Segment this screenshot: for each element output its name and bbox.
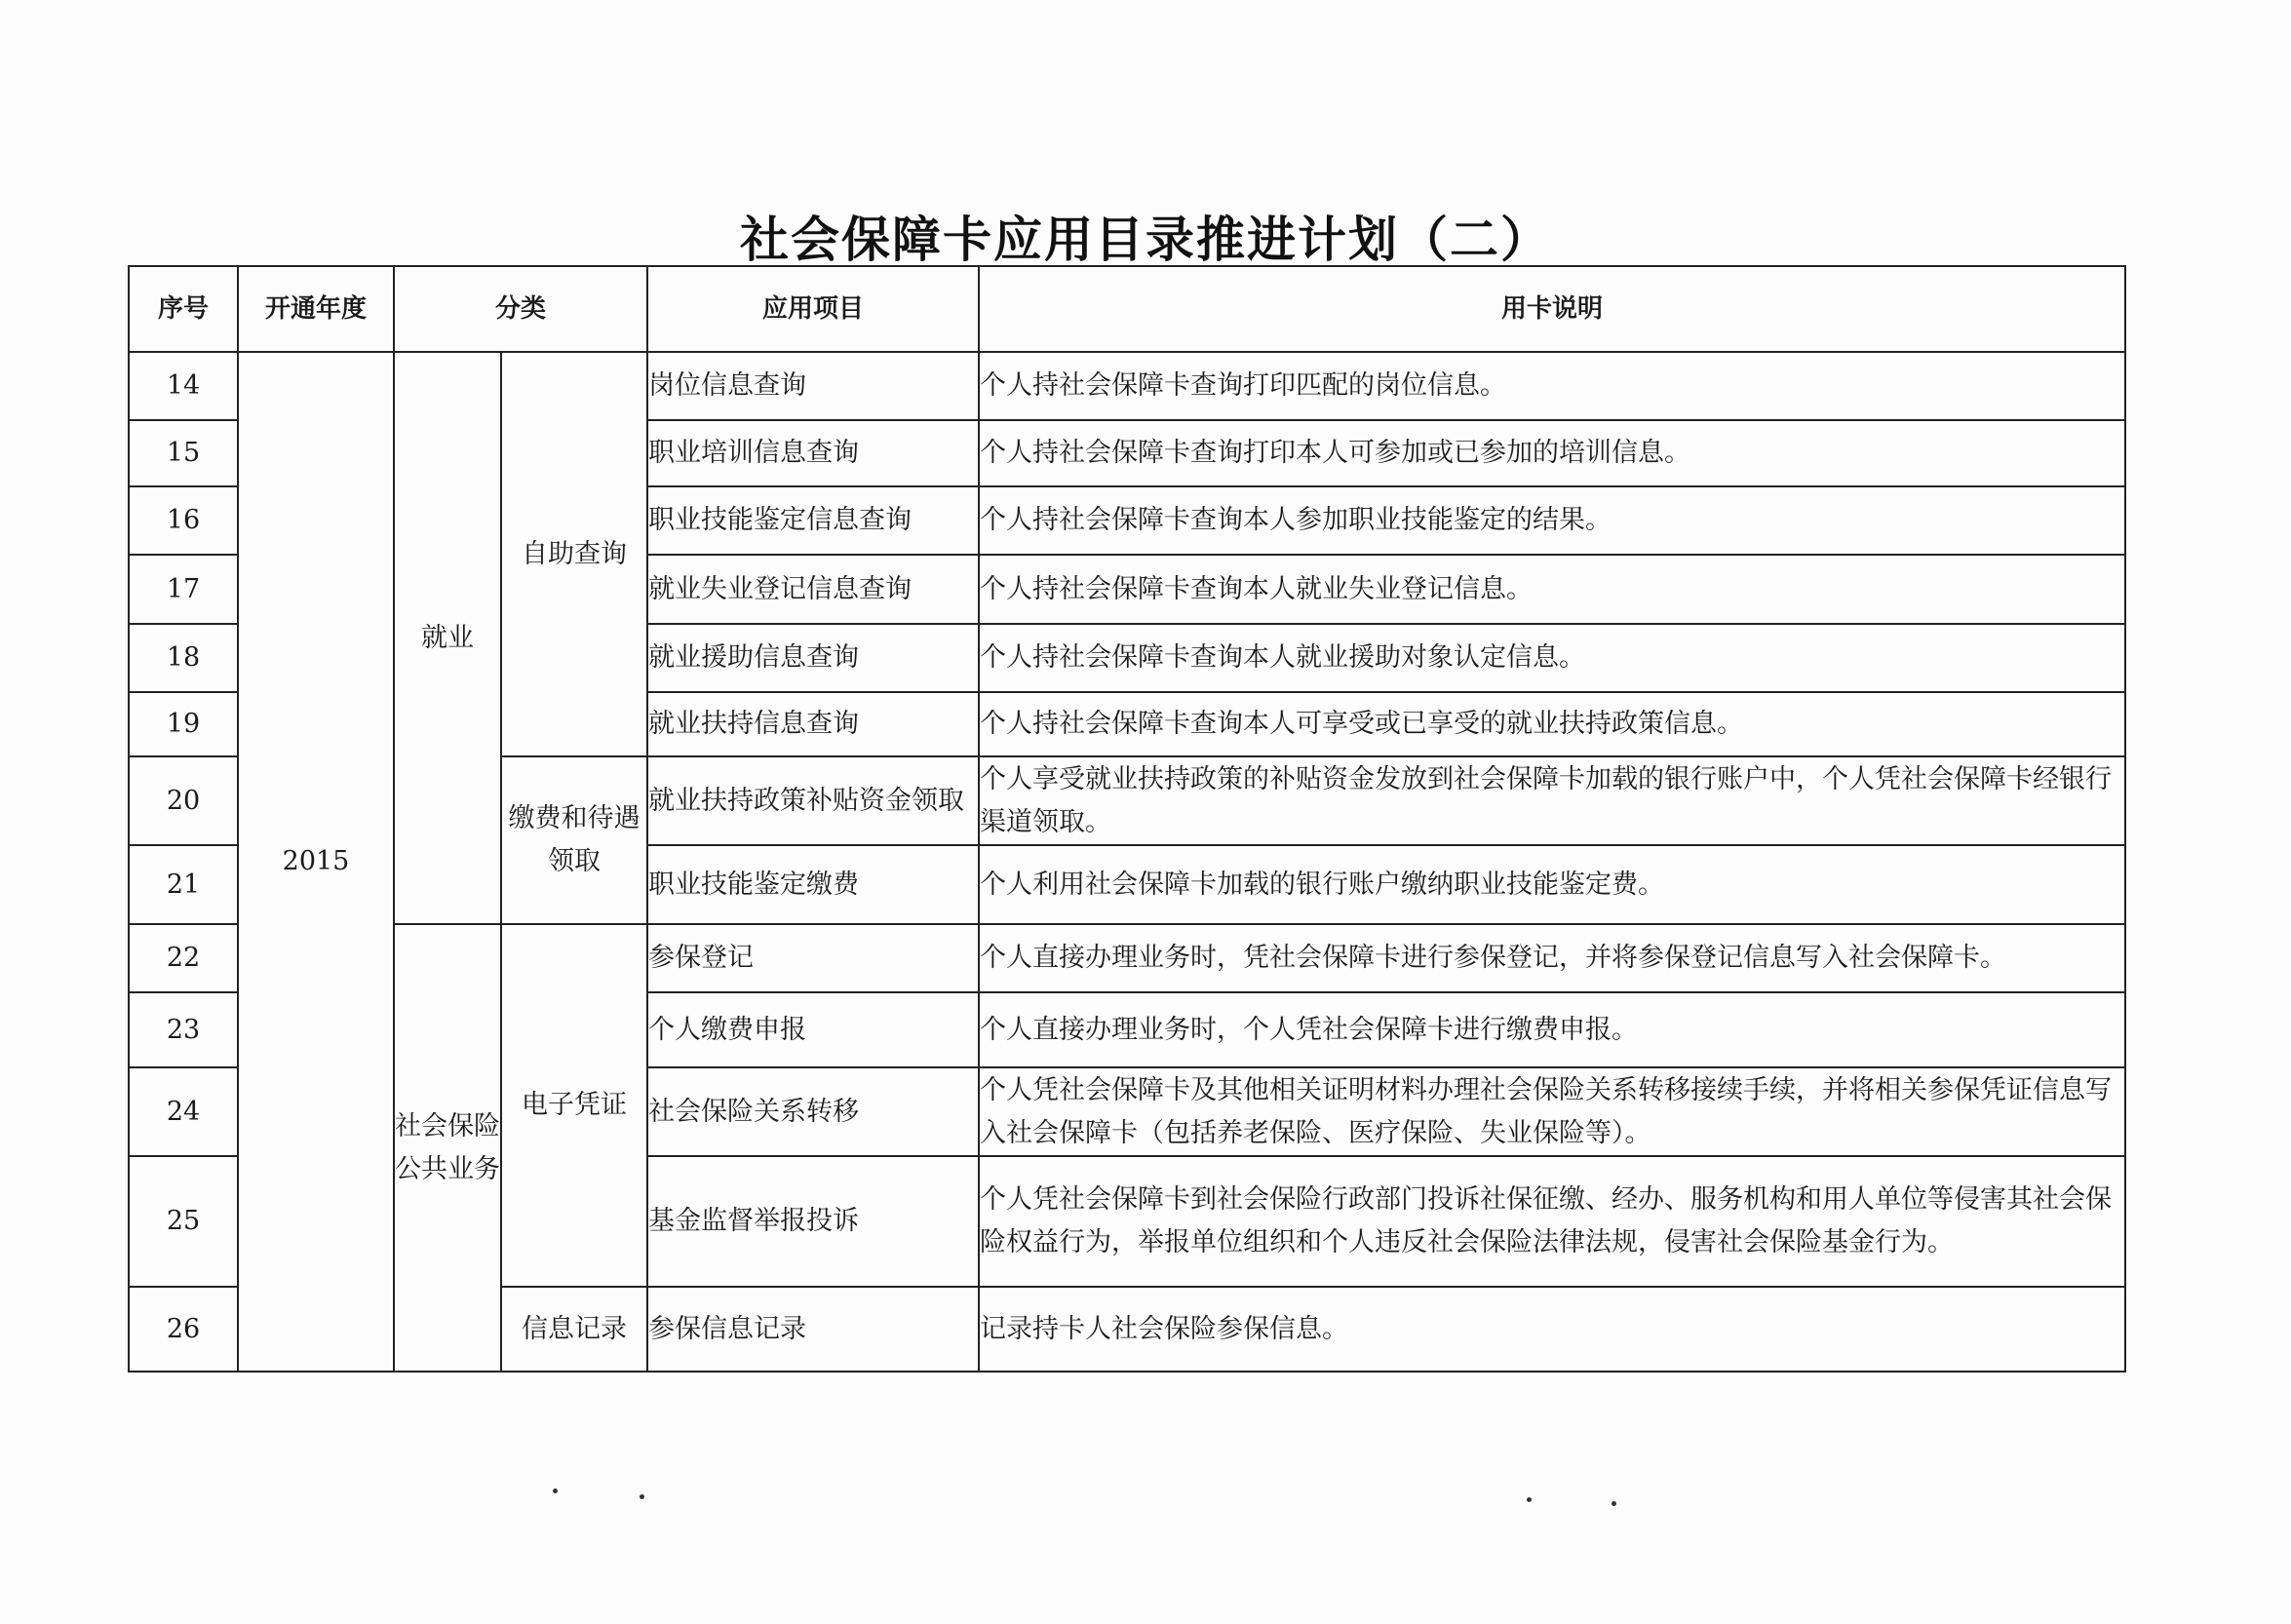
speck-mark	[1527, 1497, 1532, 1502]
row-num: 25	[129, 1156, 238, 1287]
row-item: 个人缴费申报	[647, 992, 979, 1067]
group-payment: 缴费和待遇领取	[501, 756, 647, 924]
row-desc: 个人凭社会保障卡及其他相关证明材料办理社会保险关系转移接续手续，并将相关参保凭证信息写入社会保障卡（包括养老保险、医疗保险、失业保险等）。	[979, 1067, 2125, 1156]
row-item: 社会保险关系转移	[647, 1067, 979, 1156]
row-desc: 个人利用社会保障卡加载的银行账户缴纳职业技能鉴定费。	[979, 845, 2125, 924]
row-num: 15	[129, 420, 238, 486]
row-item: 就业失业登记信息查询	[647, 555, 979, 624]
row-desc: 个人持社会保障卡查询本人就业援助对象认定信息。	[979, 624, 2125, 692]
row-desc: 个人持社会保障卡查询本人可享受或已享受的就业扶持政策信息。	[979, 692, 2125, 756]
row-num: 23	[129, 992, 238, 1067]
row-item: 就业援助信息查询	[647, 624, 979, 692]
row-num: 21	[129, 845, 238, 924]
row-desc: 个人直接办理业务时，凭社会保障卡进行参保登记，并将参保登记信息写入社会保障卡。	[979, 924, 2125, 992]
group-record: 信息记录	[501, 1287, 647, 1372]
page-title: 社会保障卡应用目录推进计划（二）	[740, 212, 1551, 268]
row-desc: 个人持社会保障卡查询打印本人可参加或已参加的培训信息。	[979, 420, 2125, 486]
row-item: 职业培训信息查询	[647, 420, 979, 486]
row-desc: 个人凭社会保障卡到社会保险行政部门投诉社保征缴、经办、服务机构和用人单位等侵害其社会保险权益行为，举报单位组织和个人违反社会保险法律法规，侵害社会保险基金行为。	[979, 1156, 2125, 1287]
row-num: 22	[129, 924, 238, 992]
table-row	[129, 352, 2125, 420]
header-item: 应用项目	[647, 266, 979, 352]
row-item: 就业扶持信息查询	[647, 692, 979, 756]
row-item: 就业扶持政策补贴资金领取	[647, 756, 979, 845]
year-cell: 2015	[238, 352, 394, 1372]
row-num: 17	[129, 555, 238, 624]
row-desc: 记录持卡人社会保险参保信息。	[979, 1287, 2125, 1372]
speck-mark	[1611, 1501, 1616, 1506]
row-num: 19	[129, 692, 238, 756]
header-description: 用卡说明	[979, 266, 2125, 352]
table-header-row	[129, 266, 2125, 352]
group-evoucher: 电子凭证	[501, 924, 647, 1287]
header-num: 序号	[129, 266, 238, 352]
row-desc: 个人直接办理业务时，个人凭社会保障卡进行缴费申报。	[979, 992, 2125, 1067]
row-num: 24	[129, 1067, 238, 1156]
header-year: 开通年度	[238, 266, 394, 352]
row-item: 职业技能鉴定缴费	[647, 845, 979, 924]
speck-mark	[640, 1494, 644, 1499]
table-row	[129, 924, 2125, 992]
header-category: 分类	[394, 266, 647, 352]
row-item: 职业技能鉴定信息查询	[647, 486, 979, 555]
row-desc: 个人享受就业扶持政策的补贴资金发放到社会保障卡加载的银行账户中，个人凭社会保障卡经银行渠道领取。	[979, 756, 2125, 845]
group-social-insurance: 社会保险公共业务	[394, 924, 501, 1372]
row-num: 18	[129, 624, 238, 692]
row-item: 岗位信息查询	[647, 352, 979, 420]
row-num: 26	[129, 1287, 238, 1372]
row-desc: 个人持社会保障卡查询打印匹配的岗位信息。	[979, 352, 2125, 420]
row-num: 14	[129, 352, 238, 420]
row-desc: 个人持社会保障卡查询本人就业失业登记信息。	[979, 555, 2125, 624]
group-self-query: 自助查询	[501, 352, 647, 756]
row-num: 16	[129, 486, 238, 555]
row-desc: 个人持社会保障卡查询本人参加职业技能鉴定的结果。	[979, 486, 2125, 555]
group-employment: 就业	[394, 352, 501, 924]
speck-mark	[553, 1489, 558, 1493]
row-item: 参保信息记录	[647, 1287, 979, 1372]
row-item: 参保登记	[647, 924, 979, 992]
catalog-table	[128, 265, 2126, 1373]
row-item: 基金监督举报投诉	[647, 1156, 979, 1287]
row-num: 20	[129, 756, 238, 845]
